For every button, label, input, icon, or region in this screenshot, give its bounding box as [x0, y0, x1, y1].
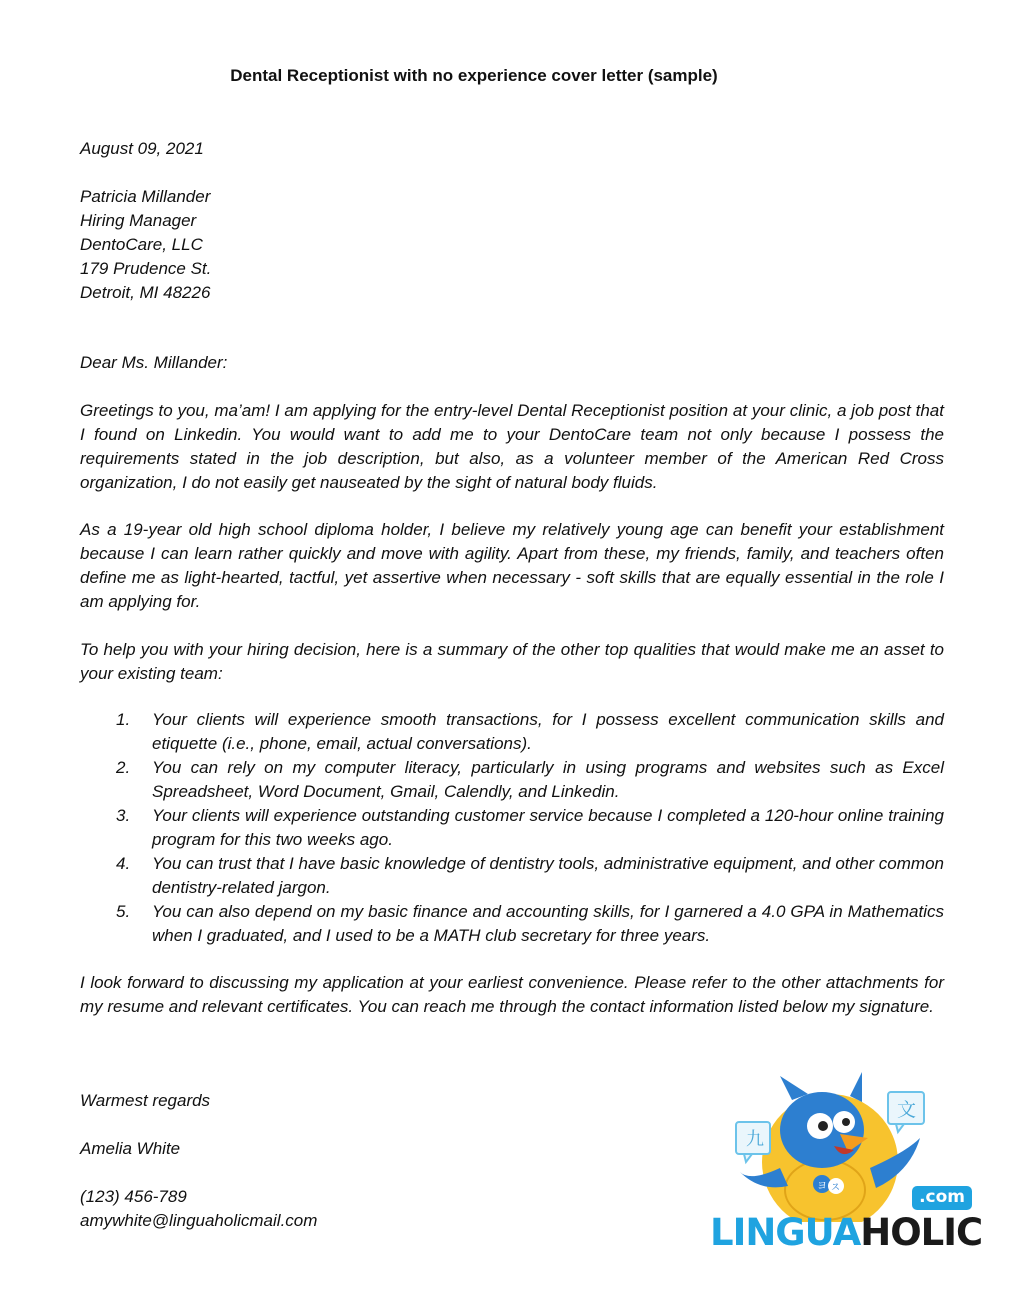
closing-phrase: Warmest regards	[80, 1091, 211, 1110]
document-title: Dental Receptionist with no experience cover letter (sample)	[230, 66, 718, 85]
list-number: 4.	[116, 854, 131, 873]
paragraph-summary-lead: To help you with your hiring decision, here is a summary of the other top qualities that would make me an asset to your existing team:	[80, 640, 944, 683]
paragraph-closing: I look forward to discussing my application at your earliest convenience. Please refer to the other attachments for my resume and relevant certificates. You can reach me through the contact information listed below my signature.	[80, 973, 944, 1016]
paragraph-intro: Greetings to you, ma’am! I am applying for the entry-level Dental Receptionist position at your clinic, a job post that I found on Linkedin. You would want to add me to your DentoCare team not only because I possess the requirements stated in the job description, but also, as a volunteer member of the American Red Cross organization, I do not easily get nauseated by the sight of natural body fluids.	[80, 401, 944, 492]
salutation: Dear Ms. Millander:	[80, 353, 228, 372]
svg-text:ス: ス	[831, 1183, 841, 1193]
svg-text:文: 文	[897, 1099, 917, 1121]
list-item	[80, 708, 944, 756]
paragraph-background: As a 19-year old high school diploma holder, I believe my relatively young age can benefit your establishment because I can learn rather quickly and move with agility. Apart from these, my friends, family, and teachers often define me as light-hearted, tactful, yet assertive when necessary - soft skills that are equally essential in the role I am applying for.	[80, 520, 944, 611]
list-number: 1.	[116, 710, 131, 729]
recipient-position: Hiring Manager	[80, 211, 197, 230]
contact-phone: (123) 456-789	[80, 1187, 187, 1206]
logo-domain: .com	[912, 1186, 972, 1210]
recipient-city: Detroit, MI 48226	[80, 283, 211, 302]
svg-text:ヨ: ヨ	[817, 1181, 827, 1192]
list-item	[80, 804, 944, 852]
letter-date: August 09, 2021	[80, 139, 204, 158]
list-item	[80, 900, 944, 948]
list-item	[80, 756, 944, 804]
recipient-address	[80, 185, 944, 305]
signature-name: Amelia White	[80, 1139, 181, 1158]
logo-word-holic: HOLIC	[860, 1211, 983, 1254]
bubble-left-glyph: 九	[746, 1129, 764, 1150]
contact-email: amywhite@linguaholicmail.com	[80, 1211, 318, 1230]
recipient-street: 179 Prudence St.	[80, 259, 212, 278]
list-number: 5.	[116, 902, 131, 921]
logo-word-lingua: LINGUA	[710, 1211, 861, 1254]
list-text: You can also depend on my basic finance and accounting skills, for I garnered a 4.0 GPA in Mathematics when I graduated, and I used to be a MATH club secretary for three years.	[152, 902, 944, 945]
list-item	[80, 852, 944, 900]
logo-wordmark	[710, 1211, 982, 1254]
list-number: 2.	[116, 758, 131, 777]
qualities-list	[80, 708, 944, 948]
recipient-name: Patricia Millander	[80, 187, 211, 206]
list-text: You can trust that I have basic knowledge of dentistry tools, administrative equipment, and other common dentistry-related jargon.	[152, 854, 944, 897]
list-number: 3.	[116, 806, 131, 825]
list-text: Your clients will experience smooth transactions, for I possess excellent communication skills and etiquette (i.e., phone, email, actual conversations).	[152, 710, 944, 753]
list-text: Your clients will experience outstanding customer service because I completed a 120-hour online training program for this two weeks ago.	[152, 806, 944, 849]
list-text: You can rely on my computer literacy, particularly in using programs and websites such as Excel Spreadsheet, Word Document, Gmail, Calendly, and Linkedin.	[152, 758, 944, 801]
linguaholic-logo	[710, 1072, 990, 1262]
recipient-company: DentoCare, LLC	[80, 235, 203, 254]
